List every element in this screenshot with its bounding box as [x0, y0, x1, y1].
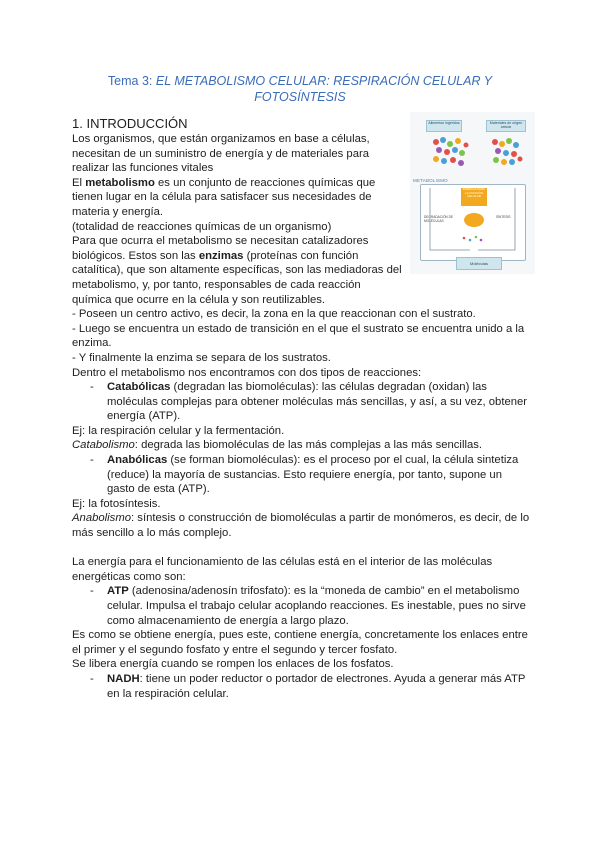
- section-heading: 1. INTRODUCCIÓN: [72, 116, 188, 131]
- example-anabolism: Ej: la fotosíntesis.: [72, 497, 161, 510]
- catabolism-definition: Catabolismo: degrada las biomoléculas de las más complejas a las más sencillas.: [72, 439, 483, 452]
- figure-left-side-label: DEGRADACIÓN DE MOLÉCULAS: [424, 215, 454, 223]
- list-item-anabolicas: - Anabólicas (se forman biomoléculas): es el proceso por el cual, la célula sintetiza (reduce) la mayoría de sustancias. Esto requiere energía, por tanto, supone un gasto de esta (ATP).: [72, 453, 532, 497]
- list-item-nadh: - NADH: tiene un poder reductor o portador de electrones. Ayuda a generar más ATP en la respiración celular.: [72, 672, 532, 701]
- title-prefix: Tema 3:: [107, 74, 156, 88]
- anabolism-definition: Anabolismo: síntesis o construcción de biomoléculas a partir de monómeros, es decir, de lo más sencillo a lo más complejo.: [72, 512, 530, 540]
- figure-section-label: METABOLISMO: [413, 178, 448, 183]
- enzymes-paragraph: Para que ocurra el metabolismo se necesitan catalizadores biológicos. Estos son las enzimas (proteínas con función catalítica), que son altamente específicas, son las mediadoras del metabolismo, y, por tanto, responsables de cada reacción química que ocurre en la célula y son reutilizables.: [72, 235, 402, 306]
- figure-label-left: Alimentos ingeridos: [426, 120, 462, 132]
- term-enzimas: enzimas: [198, 249, 244, 262]
- title-main-line2: FOTOSÍNTESIS: [254, 89, 346, 104]
- enzyme-step-3: - Y finalmente la enzima se separa de los sustratos.: [72, 351, 331, 364]
- title-main-line1: EL METABOLISMO CELULAR: RESPIRACIÓN CELULAR Y: [155, 74, 493, 88]
- figure-bottom-label: Moléculas: [456, 257, 502, 270]
- list-item-catabolicas: - Catabólicas (degradan las biomoléculas): las células degradan (oxidan) las moléculas complejas para obtener moléculas más sencillas, y así, a su vez, obtener energía (ATP).: [72, 380, 532, 424]
- figure-right-side-label: SÍNTESIS: [496, 215, 511, 219]
- reaction-types-intro: Dentro el metabolismo nos encontramos con dos tipos de reacciones:: [72, 366, 422, 379]
- atp-energy-paragraph: Es como se obtiene energía, pues este, contiene energía, concretamente los enlaces entre el primer y el segundo fosfato y entre el segundo y tercer fosfato.: [72, 629, 528, 656]
- figure-label-right: Materiales de origen celular: [486, 120, 526, 132]
- figure-center-label: ENERGÍA PARA LA FUNCIÓN CELULAR: [461, 188, 487, 206]
- document-body: [72, 132, 532, 701]
- atp-release-paragraph: Se libera energía cuando se rompen los enlaces de los fosfatos.: [72, 658, 394, 671]
- enzyme-step-2: - Luego se encuentra un estado de transición en el que el sustrato se encuentra unido a la enzima.: [72, 322, 525, 350]
- example-catabolism: Ej: la respiración celular y la fermentación.: [72, 424, 285, 437]
- enzyme-step-1: - Poseen un centro activo, es decir, la zona en la que reaccionan con el sustrato.: [72, 308, 476, 321]
- energy-molecules-intro: La energía para el funcionamiento de las células está en el interior de las moléculas energéticas como son:: [72, 556, 493, 583]
- metabolism-definition: El metabolismo es un conjunto de reacciones químicas que tienen lugar en la célula para satisfacer sus necesidades de materia y energía.: [72, 176, 376, 218]
- metabolism-note: (totalidad de reacciones químicas de un organismo): [72, 220, 332, 233]
- intro-paragraph: Los organismos, que están organizamos en base a células, necesitan de un suministro de energía y de materiales para realizar las funciones vitales: [72, 133, 370, 175]
- document-title: [0, 74, 600, 105]
- term-metabolismo: metabolismo: [85, 176, 155, 189]
- list-item-atp: - ATP (adenosina/adenosín trifosfato): es la “moneda de cambio” en el metabolismo celular. Impulsa el trabajo celular acoplando reacciones. Es inestable, pues no sirve como almacenamiento de energía a largo plazo.: [72, 584, 532, 628]
